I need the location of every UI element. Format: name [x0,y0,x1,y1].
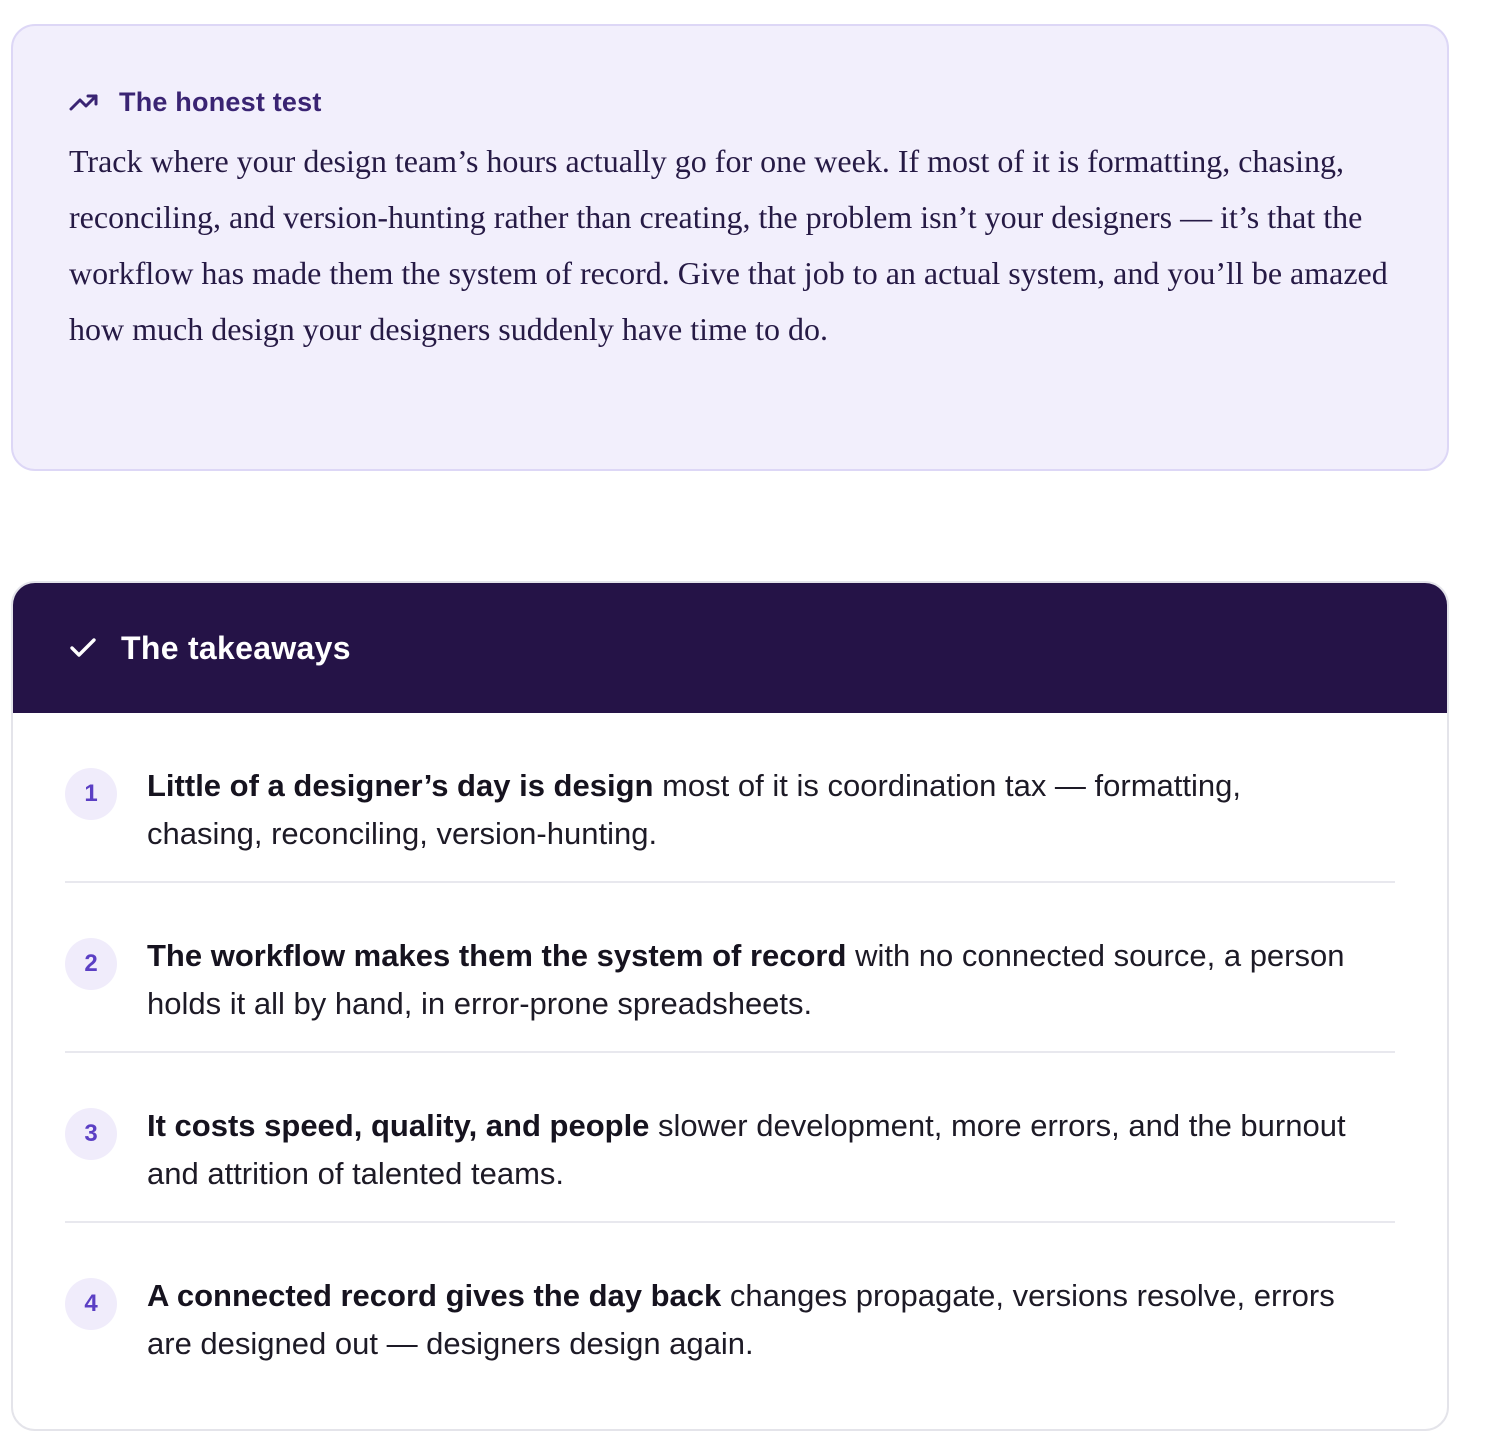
item-detail: most of it is coordination tax — formatting, chasing, reconciling, version-hunting. [147,768,1241,851]
item-text [147,762,1347,858]
check-icon [69,634,97,662]
trending-up-icon [69,90,101,114]
honest-test-callout [11,24,1449,471]
item-lead: Little of a designer’s day is design [147,768,654,803]
item-lead: It costs speed, quality, and people [147,1108,650,1143]
takeaways-list [13,713,1447,1393]
item-detail: with no connected source, a person holds it all by hand, in error-prone spreadsheets. [147,938,1345,1021]
list-item [65,883,1395,1053]
item-lead: A connected record gives the day back [147,1278,722,1313]
takeaways-card [11,581,1449,1431]
list-item [65,713,1395,883]
list-item [65,1223,1395,1393]
item-number-badge: 2 [65,938,117,990]
item-number-badge: 1 [65,768,117,820]
callout-title: The honest test [119,86,322,117]
item-number-badge: 3 [65,1108,117,1160]
takeaways-title: The takeaways [121,629,351,666]
item-text [147,932,1347,1028]
callout-body: Track where your design team’s hours actually go for one week. If most of it is formatting, chasing, reconciling, and version-hunting rather than creating, the problem isn’t your designers — it’s that the workflow has made them the system of record. Give that job to an actual system, and you’ll be amazed how much design your designers suddenly have time to do. [69,143,1388,347]
item-detail: changes propagate, versions resolve, errors are designed out — designers design again. [147,1278,1335,1361]
item-detail: slower development, more errors, and the burnout and attrition of talented teams. [147,1108,1346,1191]
takeaways-header [13,583,1447,713]
item-text [147,1272,1347,1368]
item-number-badge: 4 [65,1278,117,1330]
callout-header [69,86,1391,117]
item-text [147,1102,1347,1198]
item-lead: The workflow makes them the system of record [147,938,847,973]
list-item [65,1053,1395,1223]
